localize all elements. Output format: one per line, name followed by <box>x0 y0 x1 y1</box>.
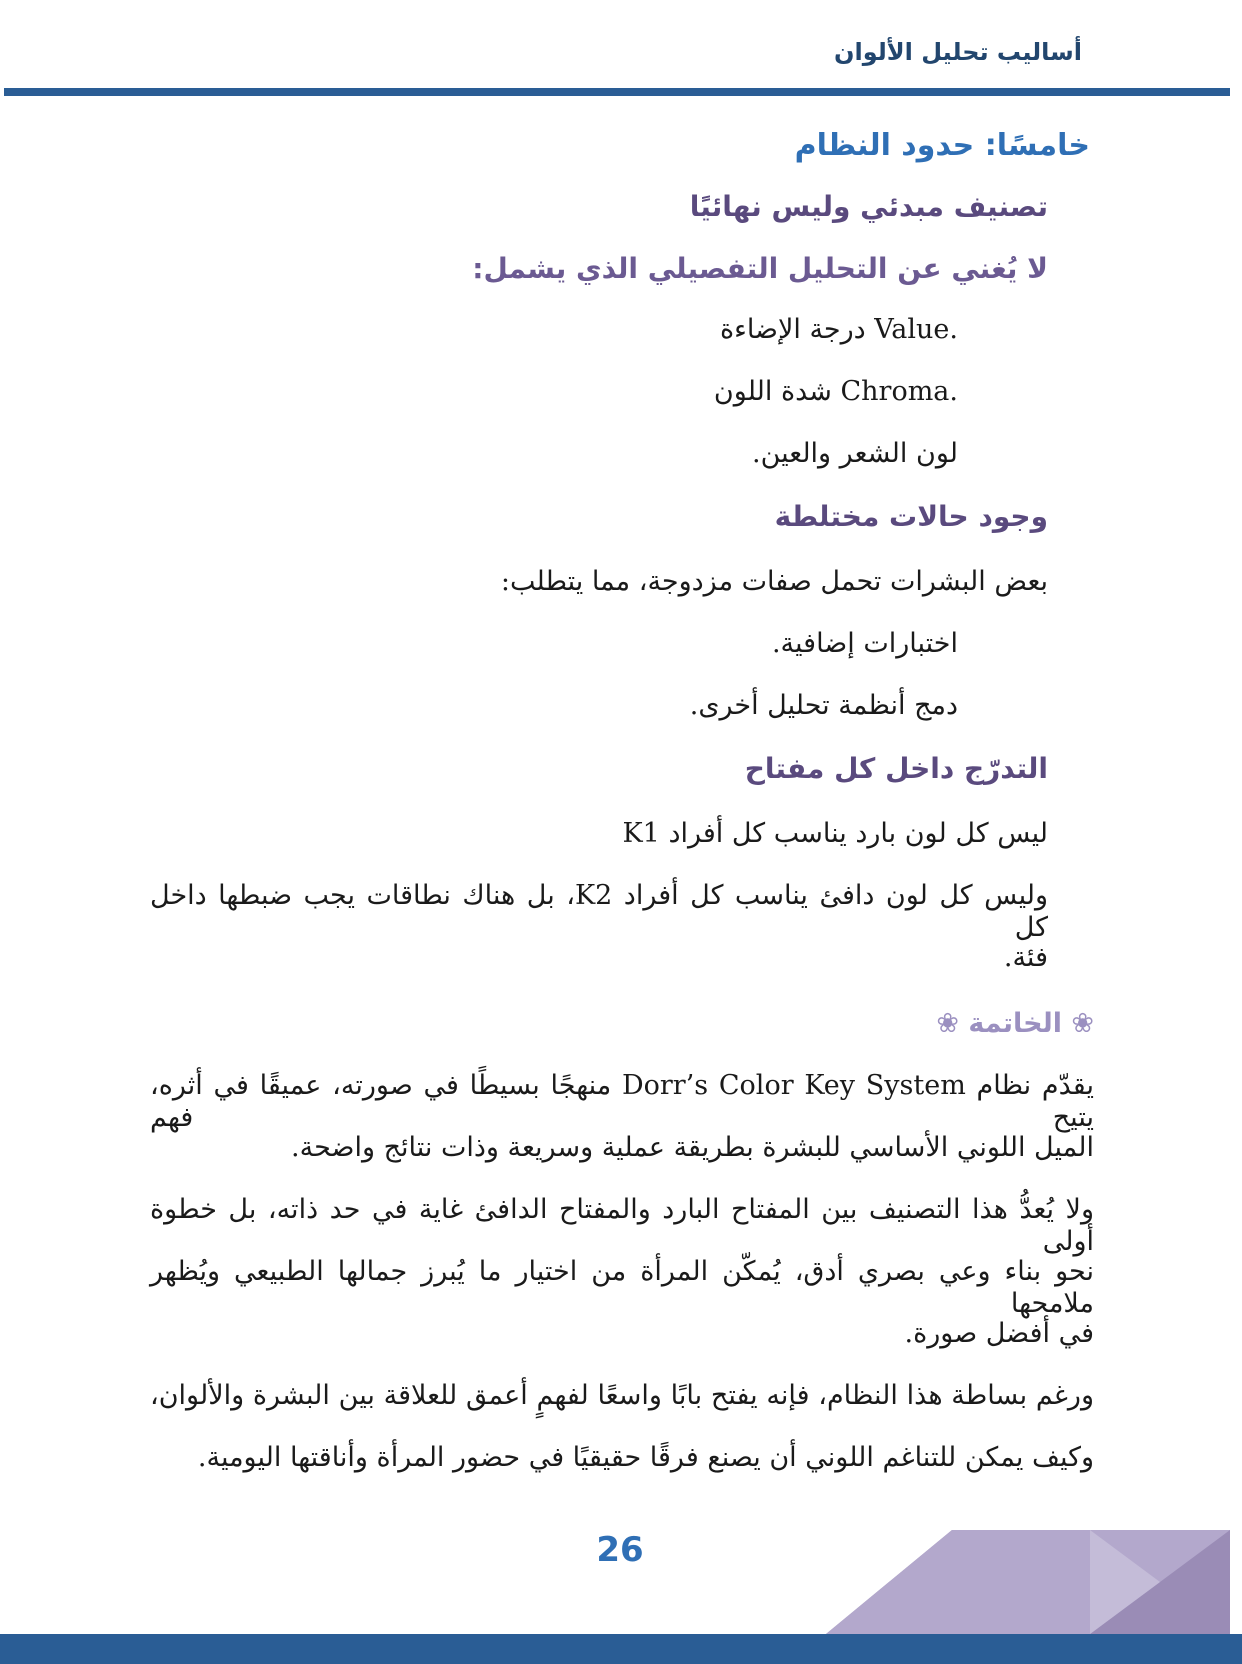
paragraph-cool-k1: ليس كل لون بارد يناسب كل أفراد K1 <box>622 818 1048 849</box>
paragraph-warm-k2-end: فئة. <box>1003 942 1048 973</box>
subheading-gradation: التدرّج داخل كل مفتاح <box>744 752 1048 785</box>
conclusion-line-4: نحو بناء وعي بصري أدق، يُمكّن المرأة من اختيار ما يُبرز جمالها الطبيعي ويُظهر ملامحها <box>150 1256 1094 1320</box>
header-rule <box>4 88 1230 96</box>
conclusion-line-1: يقدّم نظام Dorr’s Color Key System منهجًا بسيطًا في صورته، عميقًا في أثره، يتيح فهم <box>150 1070 1094 1134</box>
conclusion-line-6: ورغم بساطة هذا النظام، فإنه يفتح بابًا واسعًا لفهمٍ أعمق للعلاقة بين البشرة والألوان، <box>150 1380 1094 1411</box>
list-item-hair-eyes: لون الشعر والعين. <box>752 438 958 469</box>
subheading-initial-classification: تصنيف مبدئي وليس نهائيًا <box>689 190 1048 223</box>
conclusion-line-2: الميل اللوني الأساسي للبشرة بطريقة عملية وسريعة وذات نتائج واضحة. <box>291 1132 1094 1163</box>
subheading-detailed-analysis: لا يُغني عن التحليل التفصيلي الذي يشمل: <box>472 252 1048 285</box>
list-item-additional-tests: اختبارات إضافية. <box>771 628 958 659</box>
section-title: خامسًا: حدود النظام <box>794 128 1090 163</box>
paragraph-warm-k2: وليس كل لون دافئ يناسب كل أفراد K2، بل هناك نطاقات يجب ضبطها داخل كل <box>150 880 1048 944</box>
running-title: أساليب تحليل الألوان <box>834 38 1082 66</box>
list-item-other-systems: دمج أنظمة تحليل أخرى. <box>689 690 958 721</box>
page-number: 26 <box>596 1530 644 1570</box>
conclusion-line-7: وكيف يمكن للتناغم اللوني أن يصنع فرقًا حقيقيًا في حضور المرأة وأناقتها اليومية. <box>197 1442 1094 1473</box>
list-item-value: .Value درجة الإضاءة <box>719 314 958 345</box>
list-item-chroma: .Chroma شدة اللون <box>713 376 958 407</box>
conclusion-line-3: ولا يُعدُّ هذا التصنيف بين المفتاح البارد والمفتاح الدافئ غاية في حد ذاته، بل خطوة أولى <box>150 1194 1094 1258</box>
paragraph-mixed-skin: بعض البشرات تحمل صفات مزدوجة، مما يتطلب: <box>500 566 1048 597</box>
subheading-mixed-cases: وجود حالات مختلطة <box>774 500 1048 533</box>
footer-bar <box>0 1634 1242 1664</box>
conclusion-title: ❀ الخاتمة ❀ <box>936 1008 1094 1039</box>
conclusion-line-5: في أفضل صورة. <box>904 1318 1094 1349</box>
